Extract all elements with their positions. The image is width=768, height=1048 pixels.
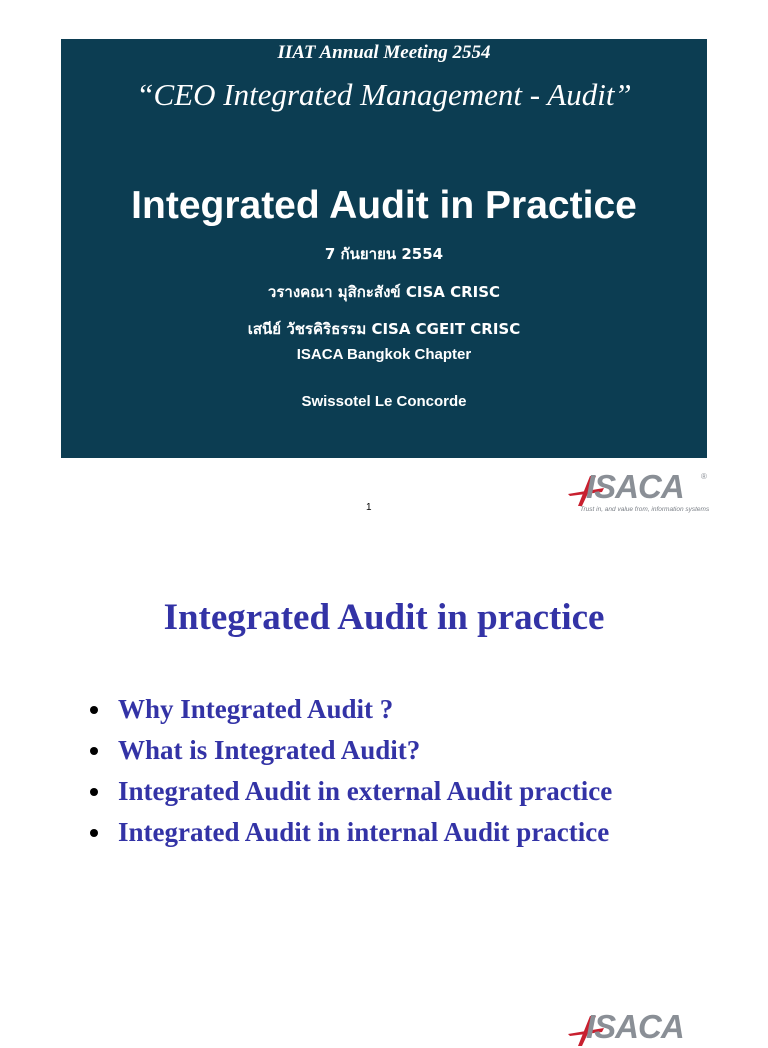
logo-wordmark: ISACA (586, 1008, 684, 1045)
list-item (84, 733, 678, 767)
page-number: 1 (366, 502, 372, 513)
presentation-date: 7 กันยายน 2554 (324, 245, 444, 263)
speaker-one: วรางคณา มุสิกะสังข์ CISA CRISC (267, 283, 501, 301)
list-item (84, 692, 678, 726)
meeting-theme: “CEO Integrated Management - Audit” (136, 77, 632, 112)
slide-title: Integrated Audit in practice (163, 597, 605, 638)
bullet-icon (90, 788, 98, 796)
registered-mark: ® (701, 472, 707, 481)
bullet-icon (90, 747, 98, 755)
bullet-text: What is Integrated Audit? (118, 735, 421, 765)
logo-tagline: Trust in, and value from, information systems (580, 506, 710, 513)
list-item (84, 774, 678, 808)
isaca-logo-footer (566, 1008, 716, 1045)
bullet-list (84, 692, 678, 856)
presentation-title: Integrated Audit in Practice (131, 184, 637, 227)
title-slide (61, 39, 707, 458)
logo-wordmark: ISACA (586, 468, 684, 505)
bullet-text: Integrated Audit in internal Audit practice (118, 817, 610, 847)
isaca-logo (566, 470, 716, 518)
bullet-icon (90, 706, 98, 714)
chapter-name: ISACA Bangkok Chapter (296, 346, 472, 363)
meeting-name: IIAT Annual Meeting 2554 (277, 42, 491, 63)
venue: Swissotel Le Concorde (301, 393, 467, 410)
speaker-two: เสนีย์ วัชรคิริธรรม CISA CGEIT CRISC (247, 320, 521, 338)
bullet-text: Integrated Audit in external Audit practice (118, 776, 613, 806)
list-item (84, 815, 678, 849)
bullet-icon (90, 829, 98, 837)
bullet-text: Why Integrated Audit ? (118, 694, 394, 724)
